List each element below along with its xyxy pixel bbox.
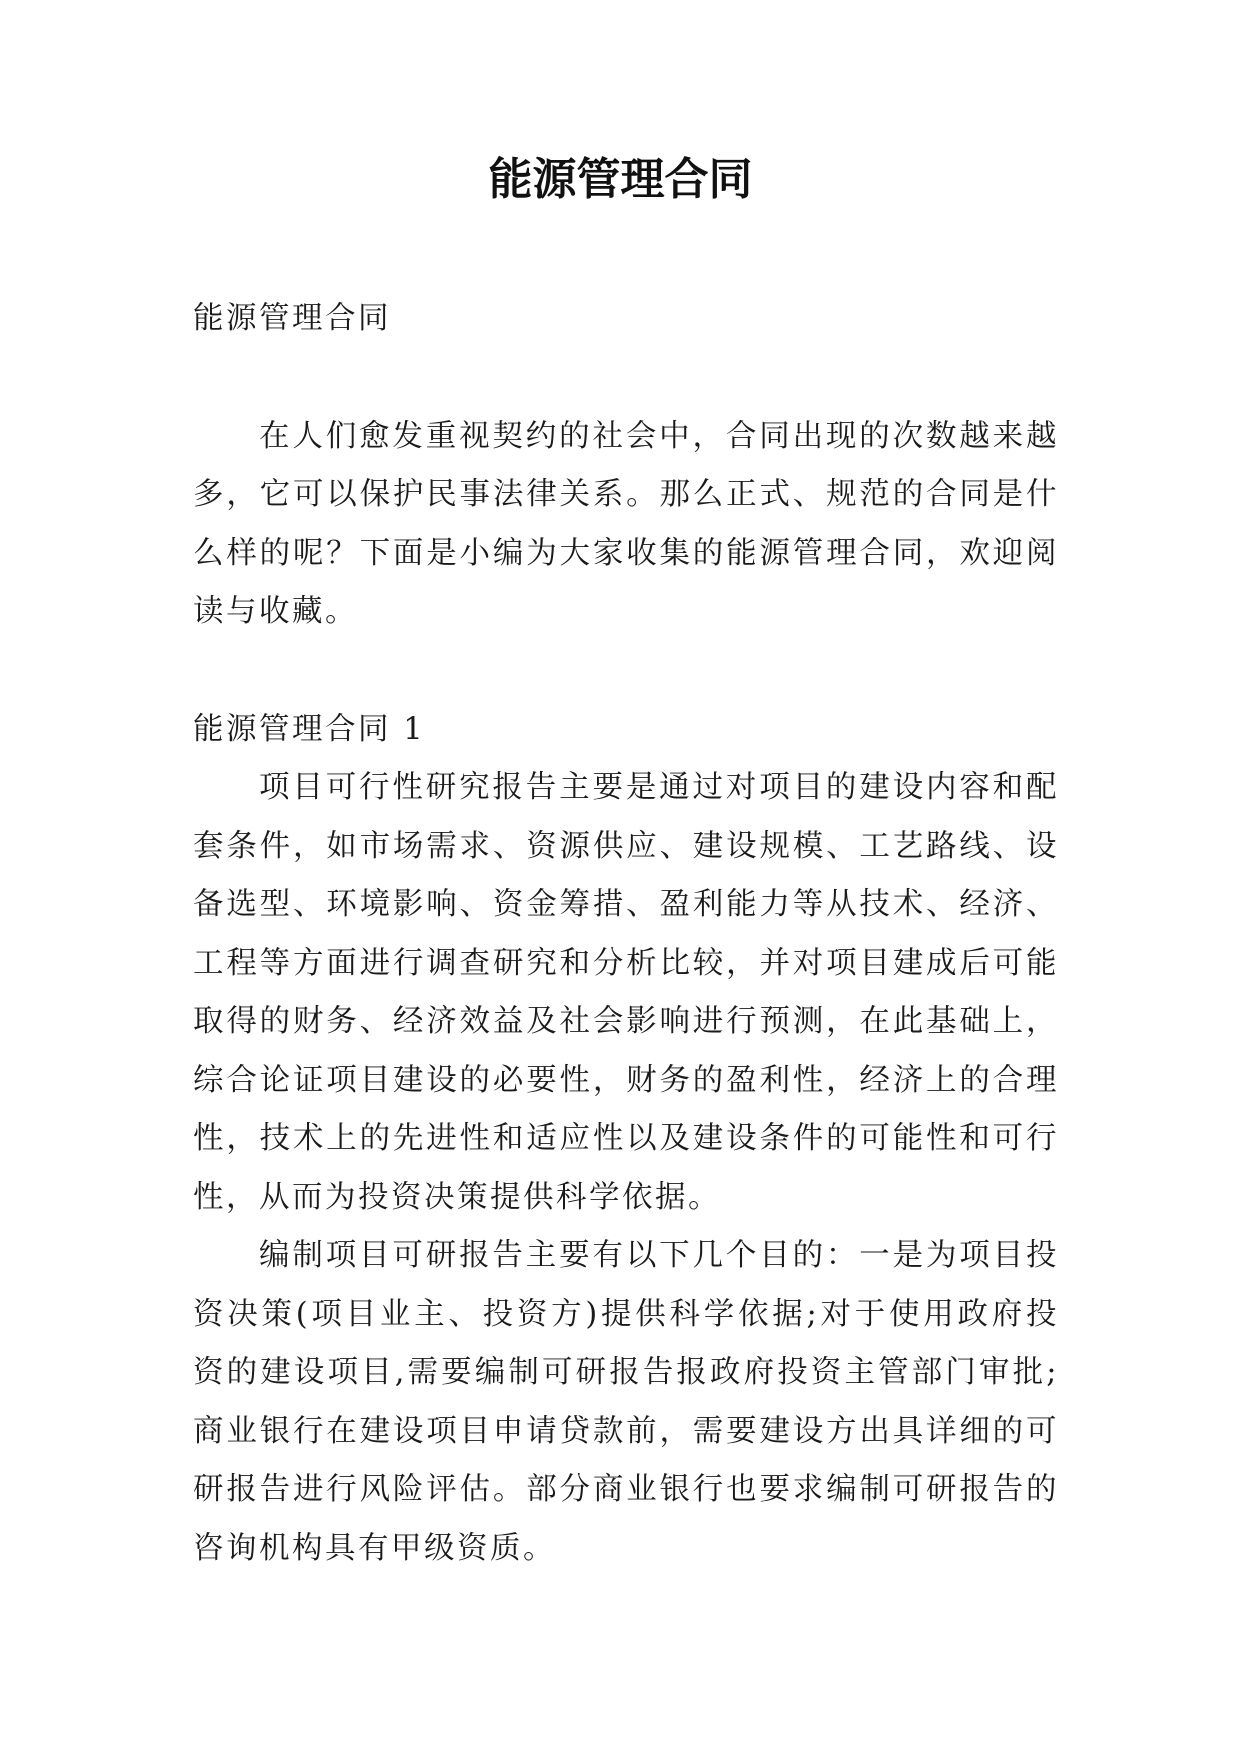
body-paragraph: 项目可行性研究报告主要是通过对项目的建设内容和配套条件，如市场需求、资源供应、建设规模、工艺路线、设备选型、环境影响、资金筹措、盈利能力等从技术、经济、工程等方面进行调查研究和分析比较，并对项目建成后可能取得的财务、经济效益及社会影响进行预测，在此基础上，综合论证项目建设的必要性，财务的盈利性，经济上的合理性，技术上的先进性和适应性以及建设条件的可能性和可行性，从而为投资决策提供科学依据。 — [193, 770, 1059, 1215]
document-title: 能源管理合同 — [488, 154, 753, 205]
body-paragraph: 编制项目可研报告主要有以下几个目的：一是为项目投资决策(项目业主、投资方)提供科学依据;对于使用政府投资的建设项目,需要编制可研报告报政府投资主管部门审批;商业银行在建设项目申请贷款前，需要建设方出具详细的可研报告进行风险评估。部分商业银行也要求编制可研报告的咨询机构具有甲级资质。 — [193, 1238, 1059, 1566]
document-subtitle: 能源管理合同 — [193, 301, 391, 336]
document-body — [193, 290, 1059, 1578]
intro-paragraph: 在人们愈发重视契约的社会中，合同出现的次数越来越多，它可以保护民事法律关系。那么正式、规范的合同是什么样的呢？下面是小编为大家收集的能源管理合同，欢迎阅读与收藏。 — [193, 418, 1059, 629]
section-heading: 能源管理合同 1 — [193, 711, 426, 747]
